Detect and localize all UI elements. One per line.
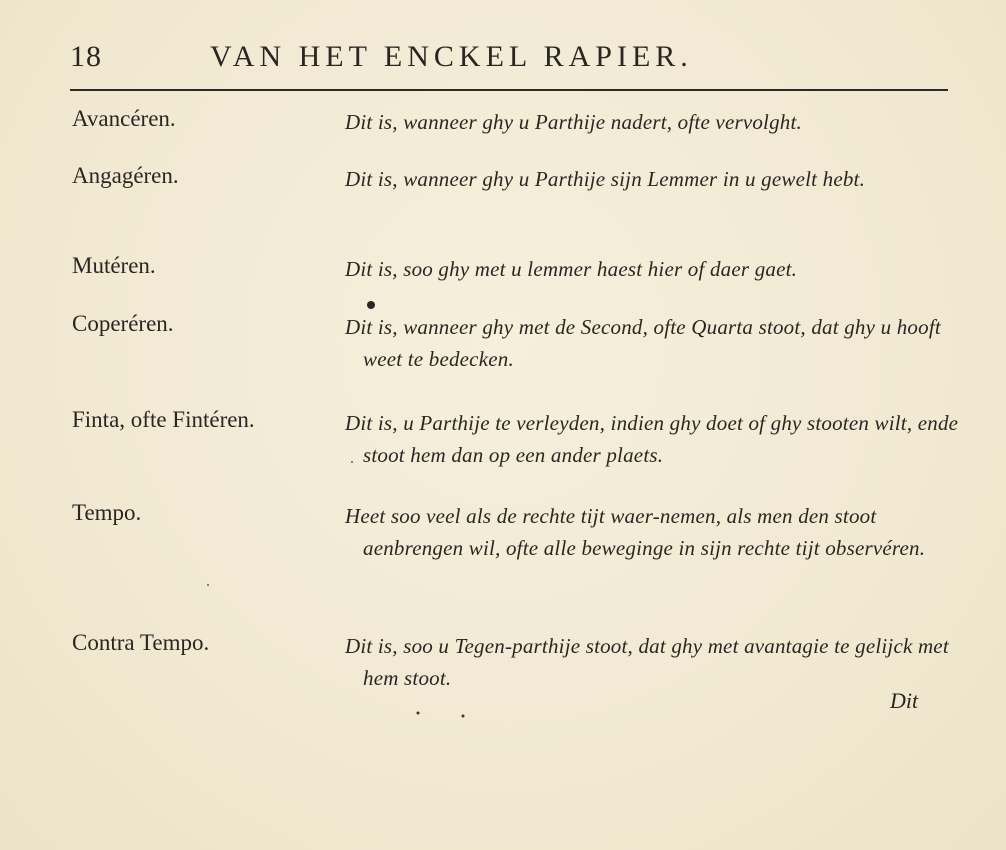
ink-speck: [417, 712, 420, 715]
entry-definition: Dit is, soo ghy met u lemmer haest hier of daer gaet.: [345, 257, 798, 281]
entry-term: Finta, ofte Fintéren.: [72, 407, 255, 432]
running-title: VAN HET ENCKEL RAPIER.: [210, 40, 693, 73]
ink-speck: [367, 301, 375, 309]
entry-definition: Heet soo veel als de rechte tijt waer-nemen, als men den stoot aenbrengen wil, ofte alle beweginge in sijn rechte tijt observéren.: [345, 504, 926, 560]
entry-definition: Dit is, soo u Tegen-parthije stoot, dat ghy met avantagie te gelijck met hem stoot.: [345, 634, 949, 690]
entry-term: Tempo.: [72, 500, 142, 525]
catchword: Dit: [890, 688, 919, 713]
entry-term: Mutéren.: [72, 253, 156, 278]
entry-definition: Dit is, wanneer ghy met de Second, ofte Quarta stoot, dat ghy u hooft weet te bedecken.: [345, 315, 941, 371]
entry-term: Angagéren.: [72, 163, 179, 188]
ink-speck: [207, 584, 209, 586]
running-head: [70, 40, 950, 80]
entry-term: Coperéren.: [72, 311, 174, 336]
entry-definition: Dit is, u Parthije te verleyden, indien ghy doet of ghy stooten wilt, ende stoot hem dan op een ander plaets.: [345, 411, 959, 467]
entry-term: Contra Tempo.: [72, 630, 210, 655]
header-rule: [70, 89, 948, 91]
ink-speck: [462, 715, 465, 718]
page-number: 18: [70, 40, 102, 73]
entry-definition: Dit is, wanneer ghy u Parthije sijn Lemmer in u gewelt hebt.: [345, 167, 866, 191]
entry-definition: Dit is, wanneer ghy u Parthije nadert, ofte vervolght.: [345, 110, 802, 134]
entry-term: Avancéren.: [72, 106, 176, 131]
